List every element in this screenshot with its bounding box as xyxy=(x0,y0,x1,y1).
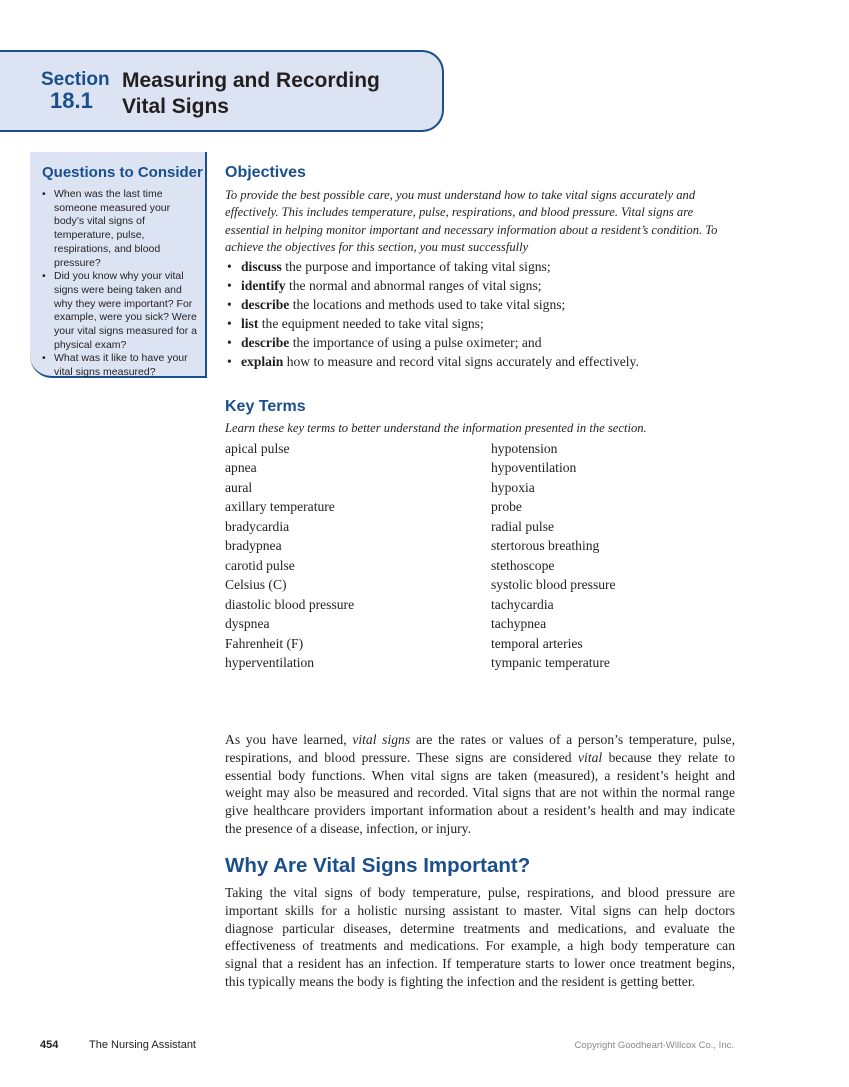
intro-paragraph xyxy=(225,731,735,838)
key-term: Celsius (C) xyxy=(225,577,287,593)
key-term: probe xyxy=(491,499,522,515)
key-term: hypotension xyxy=(491,441,558,456)
objective-item xyxy=(225,314,725,333)
section-number: 18.1 xyxy=(50,88,93,113)
section-heading: Why Are Vital Signs Important? xyxy=(225,854,531,877)
objective-verb: explain xyxy=(241,354,284,370)
objective-text: the equipment needed to take vital signs; xyxy=(258,316,484,332)
text-run: are the rates or values of a person’s temperature, pulse, respirations, and blood pressure. These signs are considered xyxy=(225,732,735,765)
copyright-notice: Copyright Goodheart-Willcox Co., Inc. xyxy=(574,1040,734,1051)
title-line-2: Vital Signs xyxy=(122,95,229,118)
book-title: The Nursing Assistant xyxy=(89,1039,196,1051)
key-term: systolic blood pressure xyxy=(491,577,616,593)
objectives-intro: To provide the best possible care, you must understand how to take vital signs accurately and effectively. This includes temperature, pulse, respirations, and blood pressure. Vital signs are essential in helping monitor important and necessary information about a resident’s condition. To achieve the objectives for this section, you must successfully xyxy=(225,188,718,254)
key-term: stethoscope xyxy=(491,557,555,573)
objective-verb: discuss xyxy=(241,259,282,274)
objective-text: the normal and abnormal ranges of vital signs; xyxy=(285,278,542,294)
key-term: hypoxia xyxy=(491,479,535,495)
key-term: hypoventilation xyxy=(491,460,577,476)
key-term: aural xyxy=(225,479,253,495)
questions-title: Questions to Consider xyxy=(42,164,203,181)
key-term: dyspnea xyxy=(225,616,270,632)
questions-list xyxy=(40,188,202,380)
objectives-heading: Objectives xyxy=(225,164,306,181)
key-term: diastolic blood pressure xyxy=(225,596,355,612)
key-term: axillary temperature xyxy=(225,499,335,515)
key-term: tachycardia xyxy=(491,596,554,612)
question-item: • What was it like to have your vital signs measured? xyxy=(40,352,202,379)
text-run: because they relate to essential body functions. When vital signs are taken (measured), a resident’s height and weight may also be measured and recorded. Vital signs that are not within the normal range give healthcare providers important information about a resident’s health and may indicate the presence of a disease, infection, or injury. xyxy=(225,749,735,836)
key-terms-right-column xyxy=(491,439,741,672)
key-terms-left-column xyxy=(225,439,475,672)
page-title xyxy=(122,68,380,120)
question-item: • Did you know why your vital signs were being taken and why they were important? For example, were you sick? Were your vital signs measured for a physical exam? xyxy=(40,270,202,352)
section-label: Section xyxy=(41,69,110,90)
objective-verb: describe xyxy=(241,335,290,351)
title-line-1: Measuring and Recording xyxy=(122,69,380,92)
key-term: apnea xyxy=(225,460,257,476)
key-term: temporal arteries xyxy=(491,635,583,651)
key-term: apical pulse xyxy=(225,441,290,456)
key-term: Fahrenheit (F) xyxy=(225,635,304,651)
key-term: stertorous breathing xyxy=(491,538,600,554)
page-number: 454 xyxy=(40,1039,59,1051)
objective-item xyxy=(225,352,725,371)
key-term: tympanic temperature xyxy=(491,654,610,670)
objective-item xyxy=(225,276,725,295)
key-term: tachypnea xyxy=(491,616,547,632)
objective-verb: describe xyxy=(241,297,290,313)
key-term: bradycardia xyxy=(225,518,290,534)
key-term: radial pulse xyxy=(491,518,555,534)
objective-text: the purpose and importance of taking vital signs; xyxy=(281,259,551,274)
text-run: As you have learned, xyxy=(225,732,353,747)
emphasis-term: vital xyxy=(578,749,603,765)
key-terms-heading: Key Terms xyxy=(225,398,306,415)
objectives-list xyxy=(225,257,725,372)
emphasis-term: vital signs xyxy=(352,732,411,747)
objective-verb: list xyxy=(241,316,259,332)
objective-text: the locations and methods used to take vital signs; xyxy=(289,297,566,313)
objective-text: the importance of using a pulse oximeter; and xyxy=(289,335,542,351)
objective-verb: identify xyxy=(241,278,286,294)
key-term: carotid pulse xyxy=(225,557,295,573)
objective-item xyxy=(225,295,725,314)
objective-text: how to measure and record vital signs accurately and effectively. xyxy=(283,354,639,370)
objective-item xyxy=(225,333,725,352)
key-terms-intro: Learn these key terms to better understand the information presented in the section. xyxy=(225,421,647,435)
key-term: bradypnea xyxy=(225,538,282,554)
body-paragraph: Taking the vital signs of body temperature, pulse, respirations, and blood pressure are important skills for a holistic nursing assistant to master. Vital signs can help doctors diagnose particular diseases, determine treatments and medications, and evaluate the effectiveness of treatments and medications. For example, a high body temperature can signal that a resident has an infection. If temperature starts to lower once treatment begins, this typically means the body is fighting the infection and the resident is getting better. xyxy=(225,885,735,989)
question-item: • When was the last time someone measured your body’s vital signs of temperature, pulse, respirations, and blood pressure? xyxy=(40,188,202,270)
key-term: hyperventilation xyxy=(225,654,315,670)
objective-item xyxy=(225,257,725,276)
